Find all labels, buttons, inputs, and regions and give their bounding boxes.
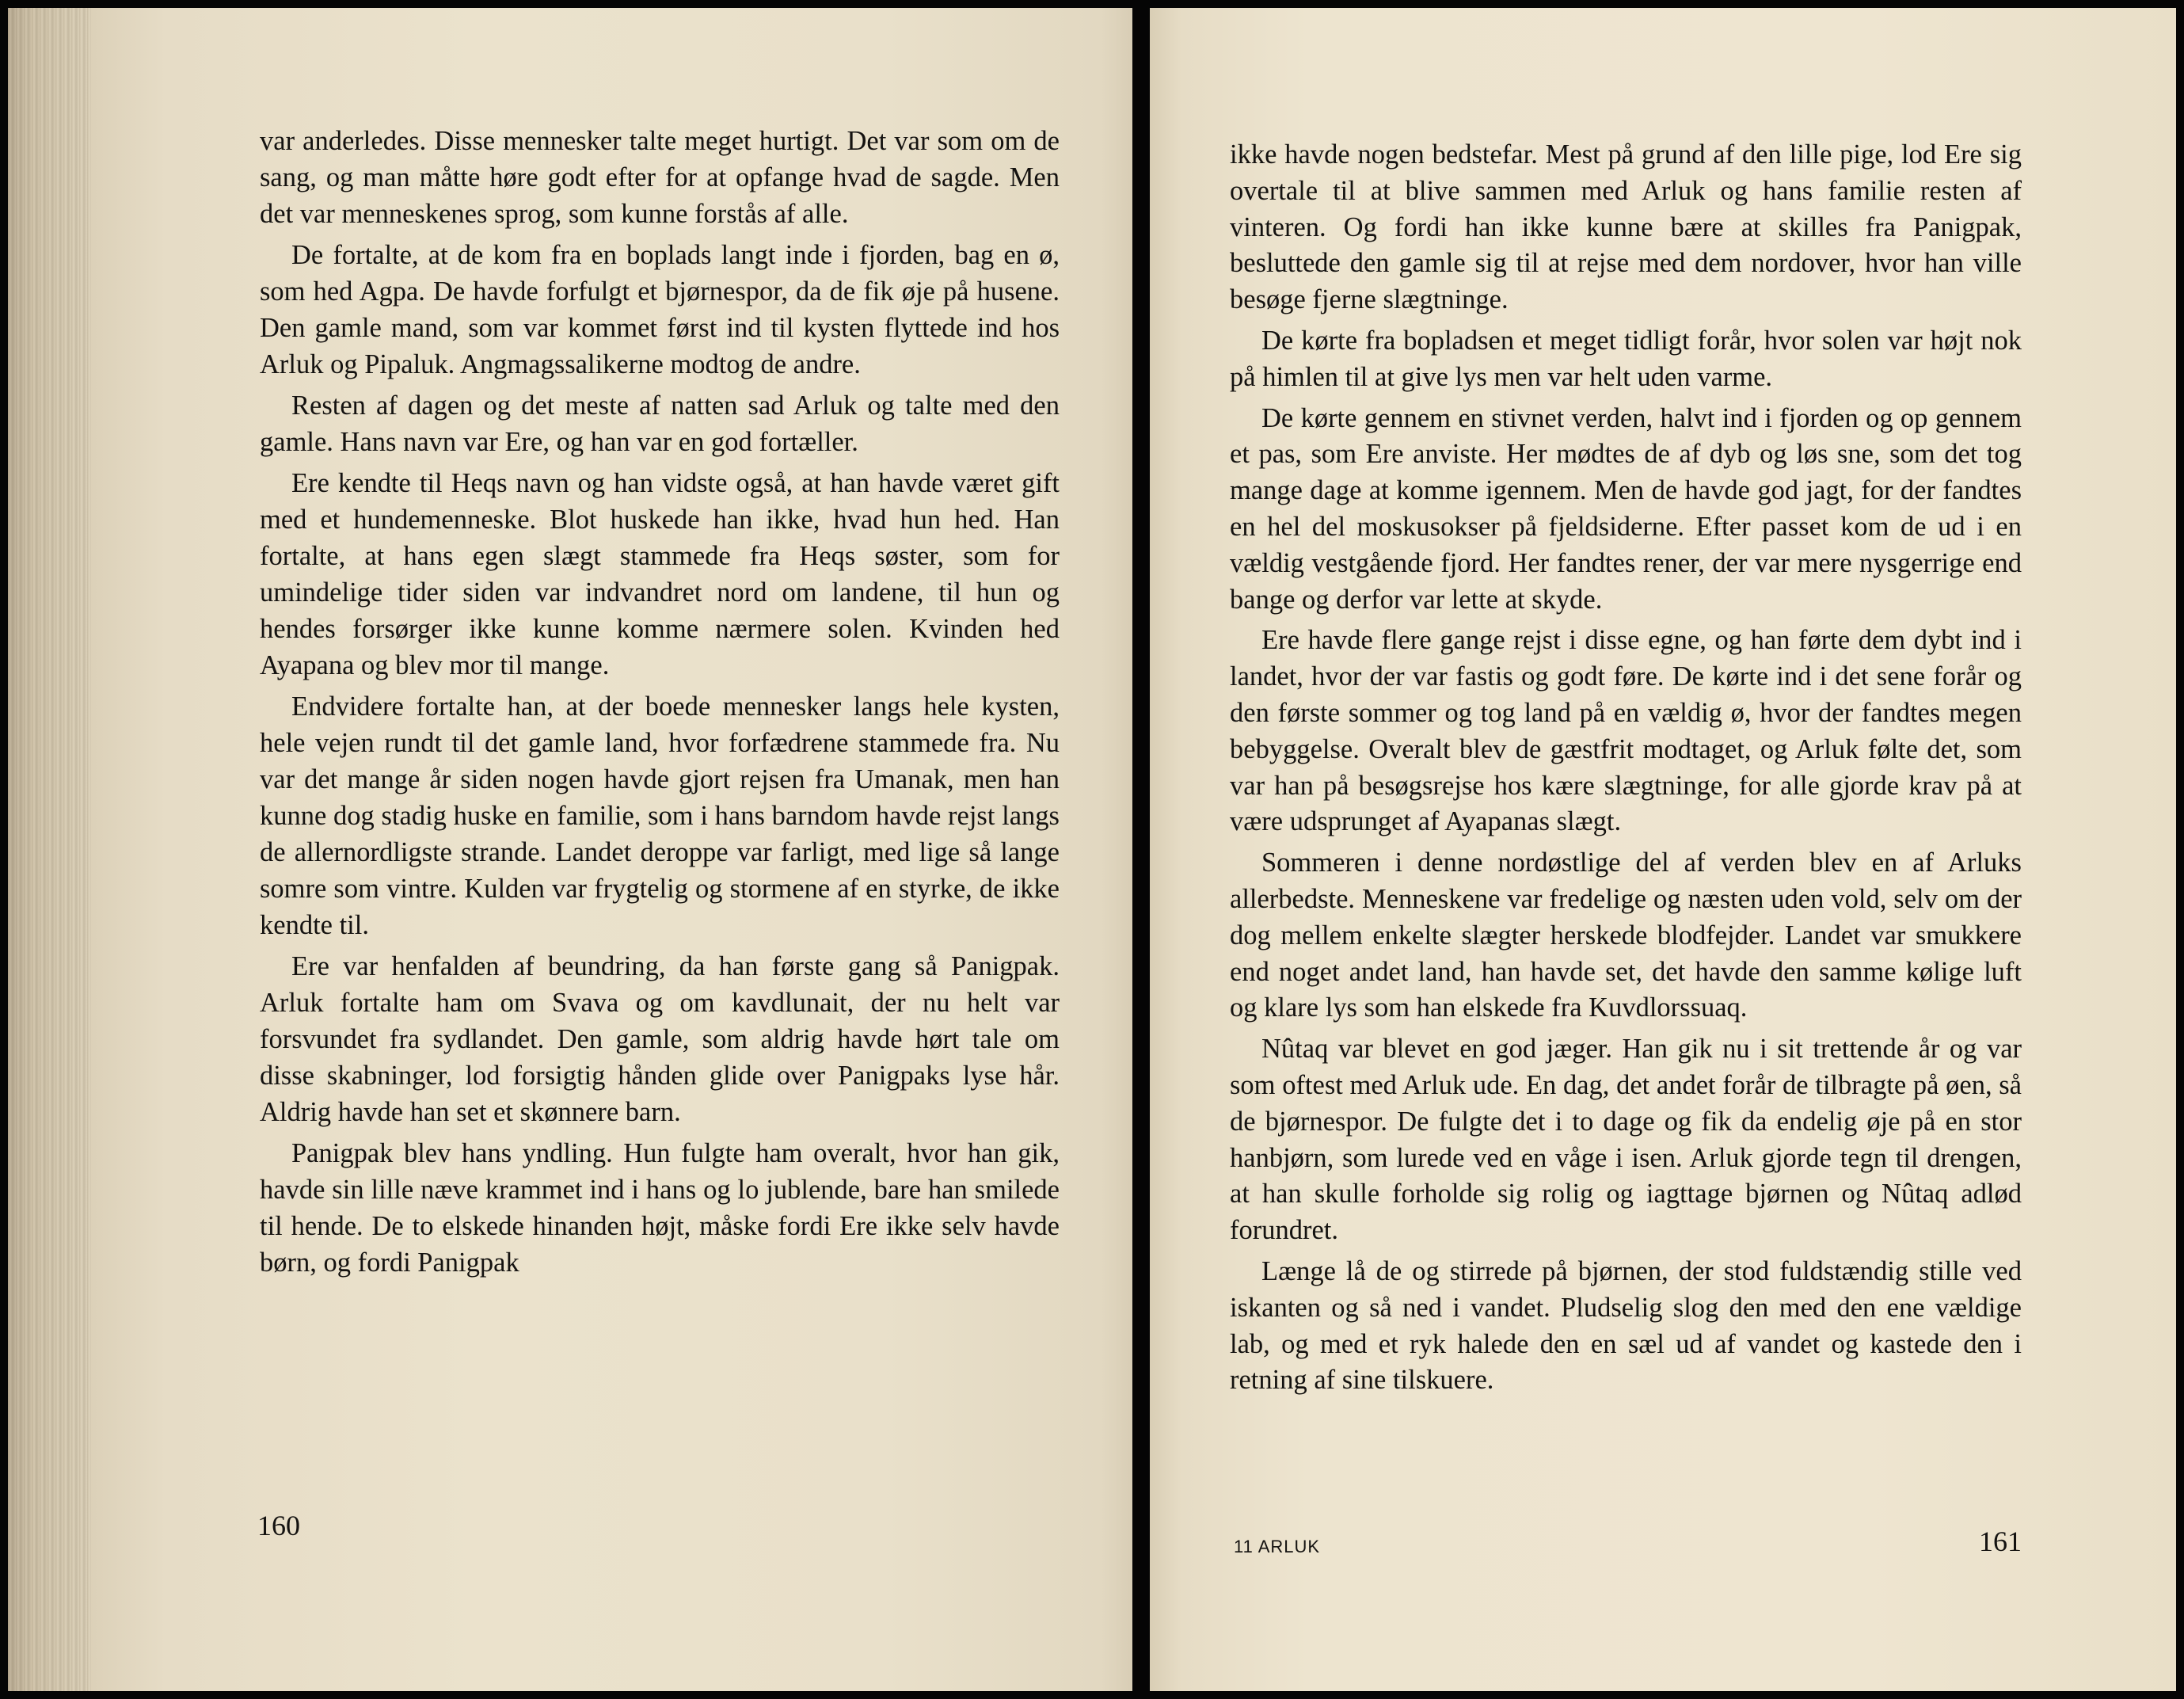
page-number: 161 [1979,1526,2022,1557]
paragraph: Sommeren i denne nordøstlige del af verden blev en af Arluks allerbedste. Menneskene var fredelige og næsten uden vold, selv om der dog mellem enkelte slægter herskede blodfejder. Landet var smukkere end noget andet land, han havde set, det havde den samme kølige luft og klare lys som han elskede fra Kuvdlorssuaq. [1230,848,2022,1023]
paragraph: Endvidere fortalte han, at der boede mennesker langs hele kysten, hele vejen rundt til det gamle land, hvor forfædrene stammede fra. Nu var det mange år siden nogen havde gjort rejsen fra Umanak, men han kunne dog stadig huske en familie, som i hans barndom havde rejst langs de allernordligste strande. Landet deroppe var farligt, med lige så lange somre som vintre. Kulden var frygtelig og stormene af en styrke, de ikke kendte til. [260,691,1060,940]
paragraph: Panigpak blev hans yndling. Hun fulgte ham overalt, hvor han gik, havde sin lille næve krammet ind i hans og lo jublende, bare han smilede til hende. De to elskede hinanden højt, måske fordi Ere ikke selv havde børn, og fordi Panigpak [260,1138,1060,1278]
paragraph: Ere kendte til Heqs navn og han vidste også, at han havde været gift med et hundemenneske. Blot huskede han ikke, hvad hun hed. Han fortalte, at hans egen slægt stammede fra Heqs søster, som for umindelige tider siden var indvandret nord om landene, til hun og hendes forsørger ikke kunne komme nærmere solen. Kvinden hed Ayapana og blev mor til mange. [260,468,1060,680]
chapter-footer: 11 ARLUK [1234,1537,1321,1556]
left-page [8,8,1132,1691]
paragraph: Nûtaq var blevet en god jæger. Han gik nu i sit trettende år og var som oftest med Arluk ude. En dag, det andet forår de tilbragte på øen, så de bjørnespor. De fulgte det i to dage og fik da endelig øje på en stor hanbjørn, som lurede ved en våge i isen. Arluk gjorde tegn til drengen, at han skulle forholde sig rolig og iagttage bjørnen og Nûtaq adlød forundret. [1230,1034,2022,1246]
gutter [1132,0,1150,1699]
left-page-text [260,123,1060,1281]
paragraph: Ere var henfalden af beundring, da han første gang så Panigpak. Arluk fortalte ham om Svava og om kavdlunait, der nu helt var forsvundet fra sydlandet. Den gamle, som aldrig havde hørt tale om disse skabninger, lod forsigtig hånden glide over Panigpaks lyse hår. Aldrig havde han set et skønnere barn. [260,951,1060,1127]
right-page-text [1230,137,2022,1399]
paragraph: Ere havde flere gange rejst i disse egne, og han førte dem dybt ind i landet, hvor der var fastis og godt føre. De kørte ind i det sene forår og den første sommer og tog land på en vældig ø, hvor der fandtes megen bebyggelse. Overalt blev de gæstfrit modtaget, og Arluk følte det, som var han på besøgsrejse hos kære slægtninge, for alle gjorde krav på at være udsprunget af Ayapanas slægt. [1230,625,2022,837]
paragraph: Resten af dagen og det meste af natten sad Arluk og talte med den gamle. Hans navn var Ere, og han var en god fortæller. [260,390,1060,457]
paragraph: var anderledes. Disse mennesker talte meget hurtigt. Det var som om de sang, og man måtte høre godt efter for at opfange hvad de sagde. Men det var menneskenes sprog, som kunne forstås af alle. [260,126,1060,229]
paragraph: Længe lå de og stirrede på bjørnen, der stod fuldstændig stille ved iskanten og så ned i vandet. Pludselig slog den med den ene vældige lab, og med et ryk halede den en sæl ud af vandet og kastede den i retning af sine tilskuere. [1230,1255,2022,1396]
paragraph: De kørte fra bopladsen et meget tidligt forår, hvor solen var højt nok på himlen til at give lys men var helt uden varme. [1230,325,2022,392]
paragraph: ikke havde nogen bedstefar. Mest på grund af den lille pige, lod Ere sig overtale til at blive sammen med Arluk og hans familie resten af vinteren. Og fordi han ikke kunne bære at skilles fra Panigpak, besluttede den gamle sig til at rejse med dem nordover, hvor han ville besøge fjerne slægtninge. [1230,139,2022,315]
paragraph: De kørte gennem en stivnet verden, halvt ind i fjorden og op gennem et pas, som Ere anviste. Her mødtes de af dyb og løs sne, som det tog mange dage at komme igennem. Men de havde god jagt, for der fandtes en hel del moskusokser på fjeldsiderne. Efter passet kom de ud i en vældig vestgående fjord. Her fandtes rener, der var mere nysgerrige end bange og derfor var lette at skyde. [1230,402,2022,615]
page-number: 160 [257,1510,300,1541]
right-page [1150,8,2176,1691]
book-spine-shadow [8,8,91,1691]
paragraph: De fortalte, at de kom fra en boplads langt inde i fjorden, bag en ø, som hed Agpa. De havde forfulgt et bjørnespor, da de fik øje på husene. Den gamle mand, som var kommet først ind til kysten flyttede ind hos Arluk og Pipaluk. Angmagssalikerne modtog de andre. [260,240,1060,379]
